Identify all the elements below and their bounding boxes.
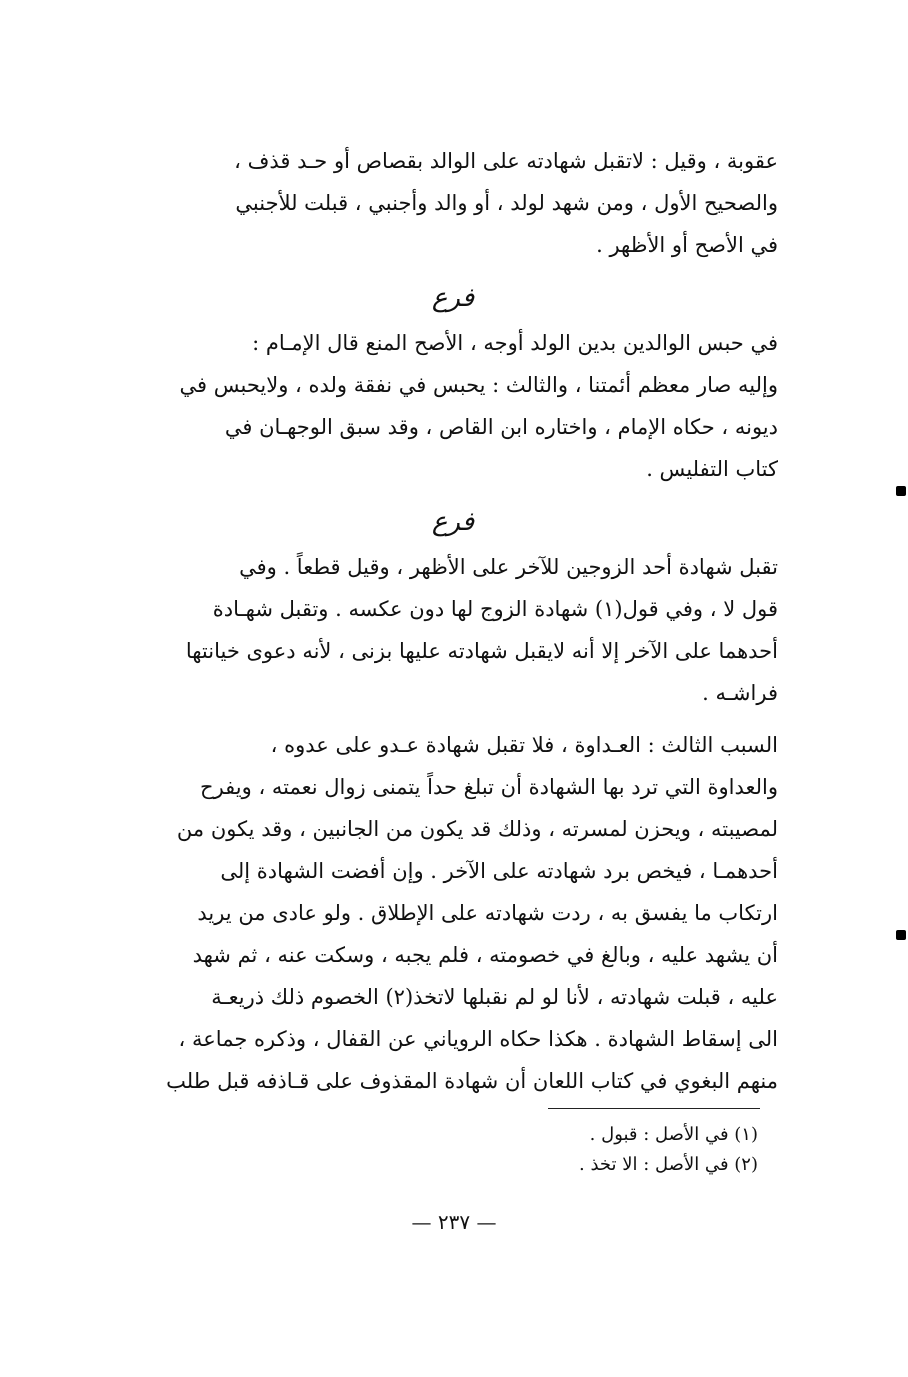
text-line: ارتكاب ما يفسق به ، ردت شهادته على الإطلاق . ولو عادى من يريد	[197, 901, 778, 925]
text-line: أن يشهد عليه ، وبالغ في خصومته ، فلم يجبه ، وسكت عنه ، ثم شهد	[192, 943, 778, 967]
section-heading: فرع	[431, 283, 475, 313]
scan-mark	[896, 930, 906, 940]
footnote-divider	[548, 1108, 760, 1109]
text-line: عليه ، قبلت شهادته ، لأنا لو لم نقبلها لاتخذ(٢) الخصوم ذلك ذريعـة	[211, 985, 778, 1009]
text-line: عقوبة ، وقيل : لاتقبل شهادته على الوالد بقصاص أو حـد قذف ،	[234, 149, 778, 173]
text-line: ديونه ، حكاه الإمام ، واختاره ابن القاص ، وقد سبق الوجهـان في	[224, 415, 778, 439]
text-line: لمصيبته ، ويحزن لمسرته ، وذلك قد يكون من الجانبين ، وقد يكون من	[176, 817, 778, 841]
footnote-2: (٢) في الأصل : الا تخذ .	[579, 1154, 758, 1175]
footnotes	[579, 1120, 758, 1180]
scan-mark	[896, 486, 906, 496]
text-line: وإليه صار معظم أئمتنا ، والثالث : يحبس في نفقة ولده ، ولايحبس في	[179, 373, 778, 397]
paragraph-1	[128, 140, 778, 266]
text-line: أحدهمـا ، فيخص برد شهادته على الآخر . وإن أفضت الشهادة إلى	[220, 859, 778, 883]
text-line: فراشـه .	[702, 681, 778, 705]
text-line: والصحيح الأول ، ومن شهد لولد ، أو والد وأجنبي ، قبلت للأجنبي	[235, 191, 778, 215]
text-line: تقبل شهادة أحد الزوجين للآخر على الأظهر ، وقيل قطعاً . وفي	[239, 555, 778, 579]
paragraph-4	[128, 724, 778, 1102]
text-line: منهم البغوي في كتاب اللعان أن شهادة المقذوف على قـاذفه قبل طلب	[166, 1069, 778, 1093]
paragraph-2	[128, 322, 778, 490]
section-heading: فرع	[431, 507, 475, 537]
text-line: كتاب التفليس .	[646, 457, 778, 481]
text-line: أحدهما على الآخر إلا أنه لايقبل شهادته عليها بزنى ، لأنه دعوى خيانتها	[185, 639, 778, 663]
text-line: السبب الثالث : العـداوة ، فلا تقبل شهادة عـدو على عدوه ،	[270, 733, 778, 757]
page-body	[128, 140, 778, 1102]
page-number: — ٢٣٧ —	[411, 1210, 497, 1234]
footnote-1: (١) في الأصل : قبول .	[589, 1124, 758, 1145]
text-line: في الأصح أو الأظهر .	[596, 233, 778, 257]
text-line: الى إسقاط الشهادة . هكذا حكاه الروياني عن القفال ، وذكره جماعة ،	[178, 1027, 778, 1051]
text-line: في حبس الوالدين بدين الولد أوجه ، الأصح المنع قال الإمـام :	[252, 331, 778, 355]
paragraph-3	[128, 546, 778, 714]
text-line: والعداوة التي ترد بها الشهادة أن تبلغ حداً يتمنى زوال نعمته ، ويفرح	[200, 775, 778, 799]
text-line: قول لا ، وفي قول(١) شهادة الزوج لها دون عكسه . وتقبل شهـادة	[212, 597, 778, 621]
